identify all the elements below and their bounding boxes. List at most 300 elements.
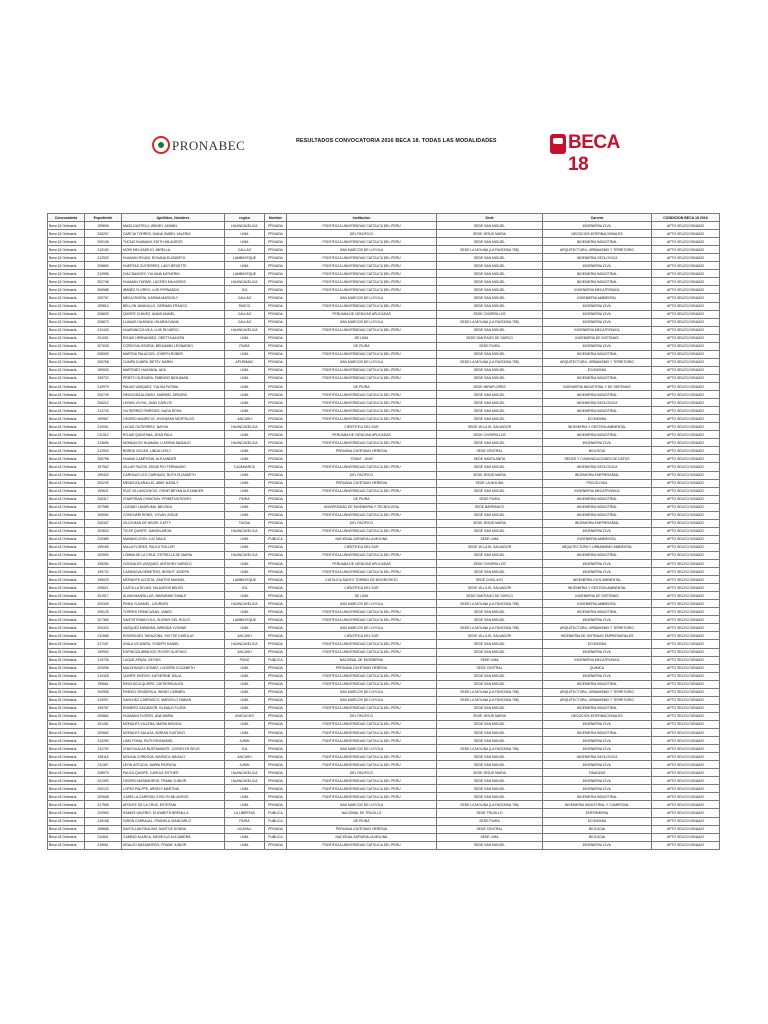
cell-condicion: APTO SELECCIONADO — [652, 672, 720, 680]
cell-apellidos-nombres: GIRON CARBAJAL, FRANKLA GIANCARLO — [122, 817, 225, 825]
cell-condicion: APTO SELECCIONADO — [652, 809, 720, 817]
cell-nombre: PUBLICA — [265, 817, 287, 825]
cell-nombre: PRIVADA — [265, 688, 287, 696]
cell-nombre: PRIVADA — [265, 648, 287, 656]
cell-institucion: PONTIFICIA UNIVERSIDAD CATOLICA DEL PERU — [287, 680, 437, 688]
cell-sede: SEDE SAN MIGUEL — [437, 511, 543, 519]
column-header-region: region — [225, 214, 265, 222]
table-row — [48, 696, 720, 704]
cell-condicion: APTO SELECCIONADO — [652, 358, 720, 366]
cell-apellidos-nombres: ROJAS QUINTANA, JEAN PAUL — [122, 431, 225, 439]
cell-nombre: PRIVADA — [265, 302, 287, 310]
cell-nombre: PRIVADA — [265, 503, 287, 511]
cell-condicion: APTO SELECCIONADO — [652, 616, 720, 624]
cell-apellidos-nombres: HUERTAS GUTIERREZ, LADY BRIGITTE — [122, 262, 225, 270]
cell-region: ANCASH — [225, 415, 265, 423]
cell-expediente: 206758 — [85, 455, 122, 463]
cell-condicion: APTO SELECCIONADO — [652, 753, 720, 761]
cell-convocatoria: Beca 18 Ordinaria — [48, 777, 85, 785]
table-row — [48, 399, 720, 407]
cell-apellidos-nombres: GARCIA TORRES, DIANA ISABEL VALERIA — [122, 230, 225, 238]
cell-expediente: 210979 — [85, 382, 122, 390]
cell-convocatoria: Beca 18 Ordinaria — [48, 471, 85, 479]
cell-convocatoria: Beca 18 Ordinaria — [48, 704, 85, 712]
table-row — [48, 254, 720, 262]
cell-region: LIMA — [225, 729, 265, 737]
cell-region: LIMA — [225, 391, 265, 399]
cell-carrera: INGENIERIA CIVIL — [543, 761, 652, 769]
cell-convocatoria: Beca 18 Ordinaria — [48, 584, 85, 592]
cell-convocatoria: Beca 18 Ordinaria — [48, 712, 85, 720]
cell-region: CAJAMARCA — [225, 463, 265, 471]
cell-apellidos-nombres: MALDONADO GOMEZ, LUDGRID ELIZABETH — [122, 664, 225, 672]
table-row — [48, 624, 720, 632]
cell-convocatoria: Beca 18 Ordinaria — [48, 415, 85, 423]
cell-condicion: APTO SELECCIONADO — [652, 350, 720, 358]
cell-region: LIMA — [225, 841, 265, 849]
cell-nombre: PRIVADA — [265, 519, 287, 527]
cell-institucion: PONTIFICIA UNIVERSIDAD CATOLICA DEL PERU — [287, 640, 437, 648]
cell-institucion: PONTIFICIA UNIVERSIDAD CATOLICA DEL PERU — [287, 616, 437, 624]
cell-apellidos-nombres: TUCNO HUAMANI, EDITH MILAGROS — [122, 238, 225, 246]
cell-condicion: APTO SELECCIONADO — [652, 423, 720, 431]
cell-expediente: 199621 — [85, 487, 122, 495]
table-row — [48, 527, 720, 535]
cell-convocatoria: Beca 18 Ordinaria — [48, 745, 85, 753]
cell-condicion: APTO SELECCIONADO — [652, 817, 720, 825]
cell-institucion: PONTIFICIA UNIVERSIDAD CATOLICA DEL PERU — [287, 262, 437, 270]
cell-apellidos-nombres: MORI MELGAREJO, MIRELLA — [122, 246, 225, 254]
cell-expediente: 206207 — [85, 230, 122, 238]
cell-sede: SEDE CHORRILLOS — [437, 310, 543, 318]
table-row — [48, 535, 720, 543]
cell-region: LIMA — [225, 664, 265, 672]
cell-sede: SEDE SAN MIGUEL — [437, 720, 543, 728]
cell-sede: SEDE VILLA EL SALVADOR — [437, 423, 543, 431]
cell-apellidos-nombres: MORALES VILLENA, MARIA MONICA — [122, 720, 225, 728]
cell-expediente: 199403 — [85, 471, 122, 479]
table-row — [48, 495, 720, 503]
cell-region: LIMA — [225, 407, 265, 415]
cell-condicion: APTO SELECCIONADO — [652, 729, 720, 737]
cell-institucion: PONTIFICIA UNIVERSIDAD CATOLICA DEL PERU — [287, 737, 437, 745]
cell-expediente: 206873 — [85, 318, 122, 326]
cell-nombre: PRIVADA — [265, 254, 287, 262]
cell-carrera: INGENIERIA INDUSTRIAL — [543, 551, 652, 559]
cell-nombre: PRIVADA — [265, 350, 287, 358]
cell-expediente: 212743 — [85, 407, 122, 415]
cell-carrera: INGENIERIA INDUSTRIAL — [543, 374, 652, 382]
cell-expediente: 199767 — [85, 704, 122, 712]
cell-convocatoria: Beca 18 Ordinaria — [48, 737, 85, 745]
cell-condicion: APTO SELECCIONADO — [652, 793, 720, 801]
cell-nombre: PRIVADA — [265, 230, 287, 238]
cell-carrera: INGENIERIA INDUSTRIAL — [543, 680, 652, 688]
cell-nombre: PRIVADA — [265, 366, 287, 374]
cell-sede: SEDE SAN MIGUEL — [437, 737, 543, 745]
cell-sede: SEDE SAN MIGUEL — [437, 270, 543, 278]
cell-sede: SEDE PIURA — [437, 495, 543, 503]
cell-condicion: APTO SELECCIONADO — [652, 334, 720, 342]
table-row — [48, 318, 720, 326]
cell-carrera: INGENIERIA INDUSTRIAL — [543, 278, 652, 286]
cell-nombre: PRIVADA — [265, 246, 287, 254]
cell-convocatoria: Beca 18 Ordinaria — [48, 535, 85, 543]
cell-carrera: INGENIERIA INDUSTRIAL — [543, 729, 652, 737]
cell-expediente: 206850 — [85, 262, 122, 270]
cell-institucion: PONTIFICIA UNIVERSIDAD CATOLICA DEL PERU — [287, 672, 437, 680]
cell-region: PASCO — [225, 302, 265, 310]
table-row — [48, 785, 720, 793]
cell-carrera: INGENIERIA CIVIL — [543, 222, 652, 230]
cell-convocatoria: Beca 18 Ordinaria — [48, 720, 85, 728]
cell-carrera: BIOLOGIA — [543, 833, 652, 841]
cell-expediente: 219726 — [85, 656, 122, 664]
cell-carrera: ARQUITECTURA Y URBANISMO AMBIENTAL — [543, 543, 652, 551]
cell-region: LIMA — [225, 238, 265, 246]
table-row — [48, 326, 720, 334]
cell-nombre: PRIVADA — [265, 382, 287, 390]
cell-institucion: PONTIFICIA UNIVERSIDAD CATOLICA DEL PERU — [287, 278, 437, 286]
cell-region: AYACUCHO — [225, 712, 265, 720]
cell-region: LIMA — [225, 503, 265, 511]
cell-condicion: APTO SELECCIONADO — [652, 391, 720, 399]
cell-sede: SEDE SAN MIGUEL — [437, 793, 543, 801]
cell-region: LAMBAYEQUE — [225, 270, 265, 278]
cell-carrera: FINANZAS — [543, 769, 652, 777]
cell-region: LIMA — [225, 720, 265, 728]
cell-sede: SEDE SAN MIGUEL — [437, 761, 543, 769]
cell-nombre: PRIVADA — [265, 560, 287, 568]
cell-carrera: INGENIERIA INDUSTRIAL Y DE SISTEMAS — [543, 382, 652, 390]
cell-condicion: APTO SELECCIONADO — [652, 584, 720, 592]
cell-nombre: PRIVADA — [265, 793, 287, 801]
cell-carrera: INGENIERIA CIVIL — [543, 841, 652, 849]
cell-sede: SEDE TRUJILLO — [437, 809, 543, 817]
cell-carrera: INGENIERIA INDUSTRIAL — [543, 431, 652, 439]
cell-nombre: PRIVADA — [265, 238, 287, 246]
table-row — [48, 519, 720, 527]
cell-institucion: UNIVERSIDAD DE INGENIERIA Y TECNOLOGIA — [287, 503, 437, 511]
cell-condicion: APTO SELECCIONADO — [652, 608, 720, 616]
cell-institucion: PONTIFICIA UNIVERSIDAD CATOLICA DEL PERU — [287, 704, 437, 712]
table-row — [48, 793, 720, 801]
cell-apellidos-nombres: ARAUJO MATAMOROS, FRANK JUNIOR — [122, 841, 225, 849]
cell-apellidos-nombres: RAMOS VALERIO, ELIZABETH BRENILLA — [122, 809, 225, 817]
cell-convocatoria: Beca 18 Ordinaria — [48, 366, 85, 374]
cell-convocatoria: Beca 18 Ordinaria — [48, 391, 85, 399]
column-header-carrera: Carrera — [543, 214, 652, 222]
cell-convocatoria: Beca 18 Ordinaria — [48, 334, 85, 342]
cell-sede: SEDE CENTRAL — [437, 664, 543, 672]
cell-nombre: PRIVADA — [265, 342, 287, 350]
cell-expediente: 212903 — [85, 447, 122, 455]
cell-carrera: INGENIERIA MECATRONICA — [543, 326, 652, 334]
cell-region: LIMA — [225, 680, 265, 688]
cell-carrera: INGENIERIA CIVIL — [543, 560, 652, 568]
cell-nombre: PRIVADA — [265, 471, 287, 479]
cell-nombre: PUBLICA — [265, 809, 287, 817]
cell-condicion: APTO SELECCIONADO — [652, 680, 720, 688]
cell-convocatoria: Beca 18 Ordinaria — [48, 825, 85, 833]
cell-region: HUANCAVELICA — [225, 222, 265, 230]
cell-institucion: PONTIFICIA UNIVERSIDAD CATOLICA DEL PERU — [287, 551, 437, 559]
cell-convocatoria: Beca 18 Ordinaria — [48, 769, 85, 777]
cell-convocatoria: Beca 18 Ordinaria — [48, 286, 85, 294]
table-row — [48, 568, 720, 576]
cell-carrera: INGENIERIA CIVIL — [543, 745, 652, 753]
cell-convocatoria: Beca 18 Ordinaria — [48, 455, 85, 463]
table-row — [48, 294, 720, 302]
cell-expediente: 210001 — [85, 423, 122, 431]
cell-institucion: PONTIFICIA UNIVERSIDAD CATOLICA DEL PERU — [287, 222, 437, 230]
cell-expediente: 203602 — [85, 527, 122, 535]
cell-region: HUANCAVELICA — [225, 640, 265, 648]
column-header-apellidos-nombres: Apellidos_Nombres — [122, 214, 225, 222]
cell-sede: SEDE SAN MIGUEL — [437, 391, 543, 399]
cell-apellidos-nombres: LIMO POMA, RUTH ROSANGEL — [122, 737, 225, 745]
table-row — [48, 640, 720, 648]
table-row — [48, 801, 720, 809]
cell-apellidos-nombres: CASANOVA DEMETRIO, BRIGHT JOSEPH — [122, 568, 225, 576]
cell-expediente: 197962 — [85, 463, 122, 471]
cell-institucion: SAN MARCOS DE LOYOLA — [287, 696, 437, 704]
cell-region: APURIMAC — [225, 358, 265, 366]
cell-carrera: INGENIERIA INDUSTRIAL — [543, 407, 652, 415]
cell-convocatoria: Beca 18 Ordinaria — [48, 696, 85, 704]
cell-sede: SEDE SAN MIGUEL — [437, 527, 543, 535]
cell-sede: SEDE LA MOLINA (LA FANTASIA 758) — [437, 688, 543, 696]
cell-region: LIMA — [225, 447, 265, 455]
cell-region: LIMA — [225, 608, 265, 616]
cell-condicion: APTO SELECCIONADO — [652, 720, 720, 728]
cell-convocatoria: Beca 18 Ordinaria — [48, 680, 85, 688]
cell-institucion: PERUANA CAYETANO HEREDIA — [287, 479, 437, 487]
cell-nombre: PRIVADA — [265, 391, 287, 399]
cell-region: LIMA — [225, 801, 265, 809]
table-header-row — [48, 214, 720, 222]
cell-convocatoria: Beca 18 Ordinaria — [48, 511, 85, 519]
table-row — [48, 511, 720, 519]
cell-sede: SEDE LIMA — [437, 656, 543, 664]
cell-condicion: APTO SELECCIONADO — [652, 230, 720, 238]
cell-condicion: APTO SELECCIONADO — [652, 302, 720, 310]
cell-apellidos-nombres: SANTILLAN PAULINO, SANTOS DONNA — [122, 825, 225, 833]
cell-institucion: CIENTIFICA DEL SUR — [287, 543, 437, 551]
table-row — [48, 391, 720, 399]
table-row — [48, 648, 720, 656]
cell-sede: SEDE MIRAFLORES — [437, 382, 543, 390]
cell-nombre: PRIVADA — [265, 527, 287, 535]
cell-sede: SEDE SAN MIGUEL — [437, 399, 543, 407]
table-row — [48, 632, 720, 640]
cell-institucion: NACIONAL DE TRUJILLO — [287, 809, 437, 817]
cell-institucion: NACIONAL DE INGENIERIA — [287, 656, 437, 664]
cell-carrera: INGENIERIA INDUSTRIAL — [543, 350, 652, 358]
cell-nombre: PRIVADA — [265, 737, 287, 745]
cell-sede: SEDE JESUS MARIA — [437, 712, 543, 720]
cell-convocatoria: Beca 18 Ordinaria — [48, 487, 85, 495]
cell-carrera: INGENIERIA CIVIL AMBIENTAL — [543, 576, 652, 584]
cell-region: CALLAO — [225, 310, 265, 318]
cell-expediente: 199967 — [85, 415, 122, 423]
cell-nombre: PRIVADA — [265, 624, 287, 632]
cell-expediente: 212443 — [85, 326, 122, 334]
cell-apellidos-nombres: SANTISTEBAN VILA, GLENNY DEL ROCIO — [122, 616, 225, 624]
table-row — [48, 664, 720, 672]
cell-sede: SEDE VILLA EL SALVADOR — [437, 632, 543, 640]
cell-institucion: DEL PACIFICO — [287, 769, 437, 777]
cell-condicion: APTO SELECCIONADO — [652, 439, 720, 447]
cell-carrera: ARQUITECTURA, URBANISMO Y TERRITORIO — [543, 624, 652, 632]
cell-sede: SEDE SAN MIGUEL — [437, 326, 543, 334]
cell-expediente: 200864 — [85, 712, 122, 720]
results-table — [47, 213, 720, 850]
cell-carrera: INGENIERIA CIVIL — [543, 527, 652, 535]
cell-carrera: INGENIERIA AMBIENTAL — [543, 294, 652, 302]
cell-nombre: PRIVADA — [265, 632, 287, 640]
column-header-expediente: Expediente — [85, 214, 122, 222]
cell-convocatoria: Beca 18 Ordinaria — [48, 809, 85, 817]
cell-institucion: PONTIFICIA UNIVERSIDAD CATOLICA DEL PERU — [287, 399, 437, 407]
cell-convocatoria: Beca 18 Ordinaria — [48, 793, 85, 801]
cell-carrera: INGENIERIA CIVIL — [543, 648, 652, 656]
cell-condicion: APTO SELECCIONADO — [652, 519, 720, 527]
cell-sede: SEDE CENTRAL — [437, 447, 543, 455]
cell-expediente: 208059 — [85, 350, 122, 358]
cell-carrera: ARQUITECTURA, URBANISMO Y TERRITORIO — [543, 688, 652, 696]
cell-apellidos-nombres: LEON ASTUCIA, MARIA PATRICIA — [122, 761, 225, 769]
cell-condicion: APTO SELECCIONADO — [652, 318, 720, 326]
cell-convocatoria: Beca 18 Ordinaria — [48, 326, 85, 334]
cell-apellidos-nombres: CARHUAS LEO CARHUAS, RUTH ELIZABETH — [122, 471, 225, 479]
cell-condicion: APTO SELECCIONADO — [652, 511, 720, 519]
cell-expediente: 206212 — [85, 399, 122, 407]
cell-carrera: NEGOCIOS INTERNACIONALES — [543, 712, 652, 720]
cell-condicion: APTO SELECCIONADO — [652, 286, 720, 294]
cell-carrera: INGENIERIA INDUSTRIAL — [543, 495, 652, 503]
cell-condicion: APTO SELECCIONADO — [652, 761, 720, 769]
cell-expediente: 201392 — [85, 777, 122, 785]
cell-apellidos-nombres: SANCHEZ CARRASCO, MARCELO FABIAN — [122, 696, 225, 704]
cell-nombre: PRIVADA — [265, 286, 287, 294]
cell-condicion: APTO SELECCIONADO — [652, 270, 720, 278]
cell-expediente: 206317 — [85, 495, 122, 503]
cell-expediente: 200123 — [85, 785, 122, 793]
cell-nombre: PRIVADA — [265, 358, 287, 366]
cell-carrera: QUIMICA — [543, 664, 652, 672]
cell-expediente: 201001 — [85, 334, 122, 342]
cell-sede: SEDE VILLA EL SALVADOR — [437, 584, 543, 592]
cell-institucion: PONTIFICIA UNIVERSIDAD CATOLICA DEL PERU — [287, 720, 437, 728]
cell-nombre: PRIVADA — [265, 447, 287, 455]
cell-institucion: PONTIFICIA UNIVERSIDAD CATOLICA DEL PERU — [287, 753, 437, 761]
cell-expediente: 198029 — [85, 576, 122, 584]
cell-nombre: PRIVADA — [265, 720, 287, 728]
cell-region: LIMA — [225, 350, 265, 358]
cell-region: HUANCAVELICA — [225, 326, 265, 334]
cell-apellidos-nombres: CUMPA CUMPA, BETSY MARIN — [122, 358, 225, 366]
cell-apellidos-nombres: LUCAS GUTIERREZ, NAYHA — [122, 423, 225, 431]
document-title: RESULTADOS CONVOCATORIA 2016 BECA 18. TODAS LAS MODALIDADES — [296, 138, 497, 144]
cell-sede: SEDE VILLA EL SALVADOR — [437, 543, 543, 551]
cell-carrera: INGENIERIA INDUSTRIAL Y COMERCIAL — [543, 801, 652, 809]
cell-condicion: APTO SELECCIONADO — [652, 326, 720, 334]
cell-expediente: 206768 — [85, 358, 122, 366]
cell-nombre: PRIVADA — [265, 262, 287, 270]
cell-condicion: APTO SELECCIONADO — [652, 648, 720, 656]
column-header-institucion: Institucion — [287, 214, 437, 222]
cell-apellidos-nombres: ROJAS HERNANDEZ, GRETTA AILEEN — [122, 334, 225, 342]
cell-institucion: PONTIFICIA UNIVERSIDAD CATOLICA DEL PERU — [287, 407, 437, 415]
cell-region: LIMA — [225, 560, 265, 568]
cell-nombre: PRIVADA — [265, 278, 287, 286]
cell-condicion: APTO SELECCIONADO — [652, 471, 720, 479]
cell-sede: SEDE SAN MIGUEL — [437, 672, 543, 680]
cell-expediente: 199661 — [85, 680, 122, 688]
cell-expediente: 219661 — [85, 841, 122, 849]
cell-condicion: APTO SELECCIONADO — [652, 222, 720, 230]
cell-expediente: 200106 — [85, 238, 122, 246]
cell-sede: SEDE SAN MIGUEL — [437, 680, 543, 688]
cell-condicion: APTO SELECCIONADO — [652, 382, 720, 390]
cell-expediente: 210290 — [85, 737, 122, 745]
cell-sede: SEDE SAN MIGUEL — [437, 616, 543, 624]
cell-carrera: INGENIERIA GEOLOGICA — [543, 753, 652, 761]
cell-institucion: PONTIFICIA UNIVERSIDAD CATOLICA DEL PERU — [287, 777, 437, 785]
cell-region: ANCASH — [225, 632, 265, 640]
table-row — [48, 753, 720, 761]
cell-sede: SEDE SAN MIGUEL — [437, 222, 543, 230]
cell-convocatoria: Beca 18 Ordinaria — [48, 640, 85, 648]
cell-sede: SEDE SANTIAGO DE SURCO — [437, 334, 543, 342]
cell-sede: SEDE LA MOLINA (LA FANTASIA 758) — [437, 600, 543, 608]
cell-apellidos-nombres: HUAMAN ROJAS, ROXANA ELIZABETH — [122, 254, 225, 262]
cell-convocatoria: Beca 18 Ordinaria — [48, 688, 85, 696]
cell-condicion: APTO SELECCIONADO — [652, 463, 720, 471]
table-row — [48, 238, 720, 246]
cell-region: CALLAO — [225, 246, 265, 254]
cell-institucion: DEL PACIFICO — [287, 230, 437, 238]
table-row — [48, 431, 720, 439]
cell-apellidos-nombres: HUAMA CAMPOSIN, ALEXANDER — [122, 455, 225, 463]
cell-expediente: 217167 — [85, 640, 122, 648]
cell-apellidos-nombres: PINEDO YENDERILA, WINNY CARMEN — [122, 688, 225, 696]
cell-expediente: 198668 — [85, 825, 122, 833]
table-row — [48, 415, 720, 423]
cell-condicion: APTO SELECCIONADO — [652, 825, 720, 833]
table-row — [48, 382, 720, 390]
table-row — [48, 310, 720, 318]
cell-region: LIMA — [225, 688, 265, 696]
cell-institucion: SAN MARCOS DE LOYOLA — [287, 294, 437, 302]
cell-region: HUANCAVELICA — [225, 423, 265, 431]
cell-region: LIMA — [225, 511, 265, 519]
table-row — [48, 350, 720, 358]
cell-nombre: PUBLICA — [265, 535, 287, 543]
cell-carrera: INGENIERIA MECATRONICA — [543, 656, 652, 664]
table-row — [48, 230, 720, 238]
cell-apellidos-nombres: MONDALGO HUAMAN, LUISSNA MAGALID — [122, 439, 225, 447]
cell-nombre: PRIVADA — [265, 568, 287, 576]
cell-carrera: INGENIERIA CIVIL — [543, 737, 652, 745]
cell-expediente: 200862 — [85, 729, 122, 737]
cell-carrera: INGENIERIA GEOLOGICA — [543, 399, 652, 407]
cell-carrera: PSICOLOGIA — [543, 479, 652, 487]
cell-apellidos-nombres: GONZALES VASQUEZ, ANTHONY HAROLD — [122, 560, 225, 568]
cell-institucion: DEL PACIFICO — [287, 519, 437, 527]
cell-expediente: 210995 — [85, 270, 122, 278]
